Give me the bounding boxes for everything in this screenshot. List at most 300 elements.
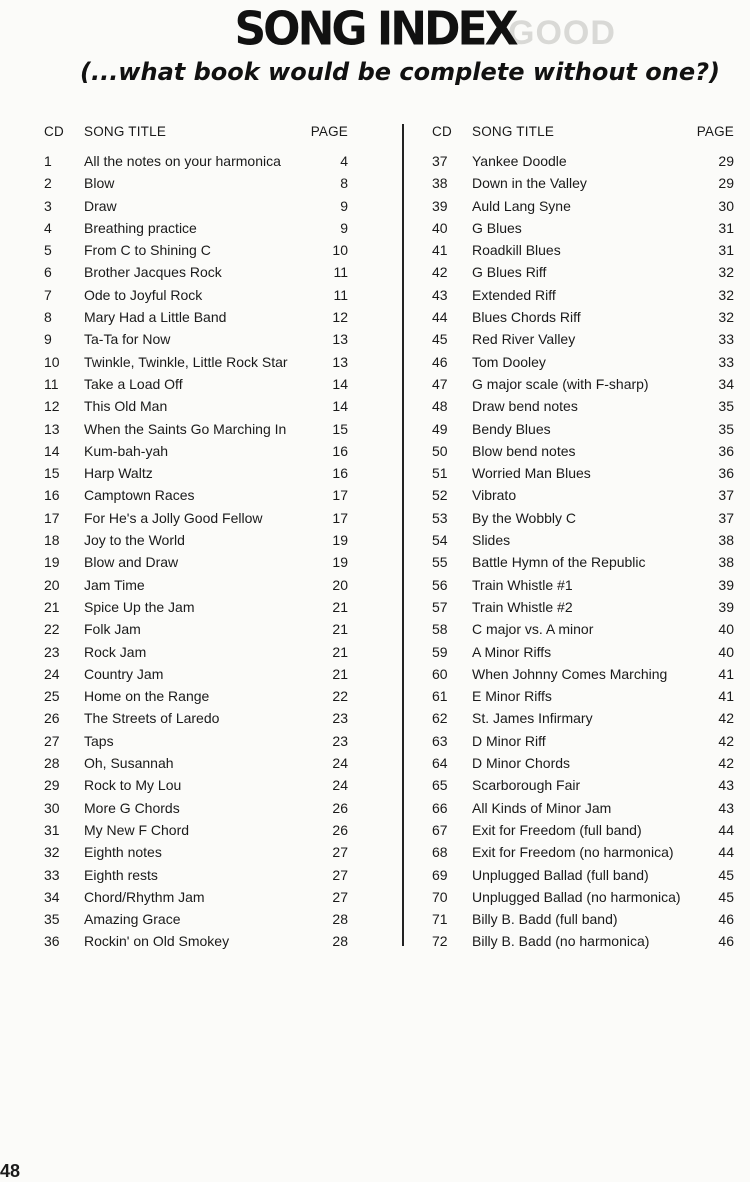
table-row <box>428 685 738 707</box>
cd-number: 72 <box>432 933 448 950</box>
page-reference: 32 <box>718 286 734 303</box>
song-title: Roadkill Blues <box>472 242 561 259</box>
song-title: Train Whistle #1 <box>472 576 573 593</box>
cd-number: 64 <box>432 755 448 772</box>
page-reference: 32 <box>718 309 734 326</box>
page-subtitle: (...what book would be complete without one?) <box>79 58 720 86</box>
cd-number: 57 <box>432 598 448 615</box>
cd-number: 6 <box>44 264 52 281</box>
song-title: Down in the Valley <box>472 175 587 192</box>
page-reference: 41 <box>718 688 734 705</box>
song-title: Rock to My Lou <box>84 777 182 794</box>
page-reference: 46 <box>718 911 734 928</box>
cd-number: 15 <box>44 465 60 482</box>
page-reference: 9 <box>340 219 348 236</box>
song-title: A Minor Riffs <box>472 643 552 660</box>
table-row <box>40 864 350 886</box>
song-title: Bendy Blues <box>472 420 551 437</box>
page-reference: 26 <box>332 821 348 838</box>
table-row <box>428 663 738 685</box>
table-row <box>40 440 350 462</box>
song-title: Train Whistle #2 <box>472 598 573 615</box>
table-row <box>428 284 738 306</box>
table-row <box>428 373 738 395</box>
song-title: G major scale (with F-sharp) <box>472 375 649 392</box>
song-title: E Minor Riffs <box>472 688 552 705</box>
song-title: Rock Jam <box>84 643 147 660</box>
table-row <box>40 707 350 729</box>
table-row <box>428 730 738 752</box>
song-title: Unplugged Ballad (full band) <box>472 866 649 883</box>
cd-number: 36 <box>44 933 60 950</box>
bleed-through-text: GOOD <box>508 14 616 52</box>
page-reference: 42 <box>718 710 734 727</box>
song-title: Joy to the World <box>84 532 185 549</box>
page-reference: 37 <box>718 509 734 526</box>
table-row <box>40 261 350 283</box>
song-title: Chord/Rhythm Jam <box>84 888 205 905</box>
song-title: Blow bend notes <box>472 442 576 459</box>
song-title: D Minor Chords <box>472 755 571 772</box>
page-reference: 16 <box>332 465 348 482</box>
table-row <box>40 574 350 596</box>
cd-number: 44 <box>432 309 448 326</box>
table-row <box>40 418 350 440</box>
page-reference: 40 <box>718 643 734 660</box>
page-reference: 19 <box>332 532 348 549</box>
cd-number: 11 <box>44 375 59 392</box>
song-title: Auld Lang Syne <box>472 197 571 214</box>
table-row <box>40 930 350 952</box>
page-reference: 42 <box>718 755 734 772</box>
cd-number: 1 <box>44 153 52 169</box>
page-reference: 24 <box>332 755 348 772</box>
song-title: Blow and Draw <box>84 554 179 571</box>
table-row <box>40 797 350 819</box>
page-reference: 40 <box>718 621 734 638</box>
cd-number: 5 <box>44 242 52 259</box>
song-title: Billy B. Badd (no harmonica) <box>472 933 650 950</box>
cd-number: 55 <box>432 554 448 571</box>
page-reference: 17 <box>332 509 348 526</box>
table-row <box>428 574 738 596</box>
page-reference: 15 <box>332 420 348 437</box>
cd-number: 62 <box>432 710 448 727</box>
table-row <box>428 841 738 863</box>
song-title: Blues Chords Riff <box>472 309 581 326</box>
page-reference: 13 <box>332 331 348 348</box>
page-reference: 35 <box>718 398 734 415</box>
table-row <box>428 239 738 261</box>
page-reference: 29 <box>718 153 734 169</box>
cd-number: 58 <box>432 621 448 638</box>
table-row <box>428 908 738 930</box>
table-row <box>428 707 738 729</box>
cd-number: 66 <box>432 799 448 816</box>
page-reference: 26 <box>332 799 348 816</box>
song-list <box>40 150 350 953</box>
song-title: G Blues <box>472 219 522 236</box>
song-title: Eighth notes <box>84 844 162 861</box>
table-row <box>428 507 738 529</box>
page-reference: 45 <box>718 866 734 883</box>
cd-number: 43 <box>432 286 448 303</box>
cd-number: 2 <box>44 175 52 192</box>
cd-number: 34 <box>44 888 60 905</box>
page-reference: 23 <box>332 732 348 749</box>
song-title: Amazing Grace <box>84 911 181 928</box>
table-row <box>428 440 738 462</box>
song-title: Exit for Freedom (full band) <box>472 821 642 838</box>
table-row <box>40 172 350 194</box>
song-title: All the notes on your harmonica <box>84 153 281 169</box>
cd-number: 40 <box>432 219 448 236</box>
song-title: Taps <box>84 732 114 749</box>
table-row <box>40 395 350 417</box>
cd-number: 71 <box>432 911 448 928</box>
table-row <box>40 150 350 172</box>
cd-number: 29 <box>44 777 60 794</box>
song-title: From C to Shining C <box>84 242 211 259</box>
page-reference: 23 <box>332 710 348 727</box>
table-row <box>428 797 738 819</box>
table-row <box>40 596 350 618</box>
cd-number: 20 <box>44 576 60 593</box>
table-row <box>428 529 738 551</box>
song-title: Rockin' on Old Smokey <box>84 933 230 950</box>
table-row <box>428 351 738 373</box>
song-title-column-header: SONG TITLE <box>84 124 167 139</box>
page-reference: 44 <box>718 844 734 861</box>
page-reference: 43 <box>718 777 734 794</box>
page-reference: 11 <box>333 264 348 281</box>
page-reference: 37 <box>718 487 734 504</box>
table-row <box>40 618 350 640</box>
table-header <box>40 120 350 144</box>
table-row <box>40 752 350 774</box>
cd-number: 31 <box>44 821 60 838</box>
song-title: Brother Jacques Rock <box>84 264 222 281</box>
song-title: When the Saints Go Marching In <box>84 420 287 437</box>
cd-number: 22 <box>44 621 60 638</box>
song-title: Country Jam <box>84 665 164 682</box>
song-title: Draw <box>84 197 117 214</box>
table-row <box>428 864 738 886</box>
song-title: This Old Man <box>84 398 168 415</box>
page-reference: 14 <box>332 375 348 392</box>
cd-number: 4 <box>44 219 52 236</box>
song-title: By the Wobbly C <box>472 509 577 526</box>
table-row <box>40 306 350 328</box>
song-title: All Kinds of Minor Jam <box>472 799 612 816</box>
page-reference: 33 <box>718 353 734 370</box>
table-row <box>40 373 350 395</box>
song-title: Spice Up the Jam <box>84 598 195 615</box>
page-column-header: PAGE <box>310 124 348 139</box>
page-reference: 13 <box>332 353 348 370</box>
table-row <box>428 150 738 172</box>
cd-number: 12 <box>44 398 60 415</box>
page-reference: 43 <box>718 799 734 816</box>
page-reference: 36 <box>718 442 734 459</box>
cd-number: 38 <box>432 175 448 192</box>
page-reference: 27 <box>332 888 348 905</box>
song-title: When Johnny Comes Marching <box>472 665 668 682</box>
page-reference: 33 <box>718 331 734 348</box>
page-reference: 39 <box>718 598 734 615</box>
cd-number: 67 <box>432 821 448 838</box>
table-row <box>40 195 350 217</box>
song-title: Vibrato <box>472 487 517 504</box>
page-reference: 45 <box>718 888 734 905</box>
cd-number: 25 <box>44 688 60 705</box>
cd-number: 47 <box>432 375 448 392</box>
song-title: Scarborough Fair <box>472 777 581 794</box>
cd-number: 14 <box>44 442 60 459</box>
table-row <box>40 663 350 685</box>
table-row <box>428 930 738 952</box>
cd-number: 33 <box>44 866 60 883</box>
song-title: Folk Jam <box>84 621 141 638</box>
song-title: Ode to Joyful Rock <box>84 286 203 303</box>
page-reference: 30 <box>718 197 734 214</box>
page-reference: 38 <box>718 554 734 571</box>
table-row <box>40 507 350 529</box>
table-row <box>40 284 350 306</box>
song-title: Red River Valley <box>472 331 576 348</box>
song-title: Draw bend notes <box>472 398 578 415</box>
page-reference: 21 <box>332 621 348 638</box>
song-title: Twinkle, Twinkle, Little Rock Star <box>84 353 288 370</box>
cd-number: 3 <box>44 197 52 214</box>
table-row <box>428 418 738 440</box>
page-reference: 10 <box>332 242 348 259</box>
cd-number: 46 <box>432 353 448 370</box>
cd-number: 63 <box>432 732 448 749</box>
cd-number: 50 <box>432 442 448 459</box>
song-title: Oh, Susannah <box>84 755 174 772</box>
table-row <box>428 217 738 239</box>
cd-number: 42 <box>432 264 448 281</box>
page-reference: 19 <box>332 554 348 571</box>
page-reference: 39 <box>718 576 734 593</box>
song-title: D Minor Riff <box>472 732 546 749</box>
page-reference: 14 <box>332 398 348 415</box>
page-reference: 22 <box>332 688 348 705</box>
cd-number: 45 <box>432 331 448 348</box>
cd-number: 37 <box>432 153 448 169</box>
cd-number: 10 <box>44 353 60 370</box>
page-reference: 21 <box>332 598 348 615</box>
table-row <box>40 328 350 350</box>
cd-number: 16 <box>44 487 60 504</box>
page-reference: 38 <box>718 532 734 549</box>
cd-number: 53 <box>432 509 448 526</box>
page-reference: 46 <box>718 933 734 950</box>
page-reference: 17 <box>332 487 348 504</box>
cd-number: 35 <box>44 911 60 928</box>
cd-number: 21 <box>44 598 60 615</box>
table-row <box>428 172 738 194</box>
table-row <box>428 618 738 640</box>
song-title: My New F Chord <box>84 821 190 838</box>
song-title: G Blues Riff <box>472 264 547 281</box>
song-title: Blow <box>84 175 115 192</box>
cd-number: 68 <box>432 844 448 861</box>
song-title: Tom Dooley <box>472 353 546 370</box>
page-reference: 21 <box>332 643 348 660</box>
page-reference: 32 <box>718 264 734 281</box>
table-row <box>428 551 738 573</box>
song-title: Harp Waltz <box>84 465 153 482</box>
page-reference: 27 <box>332 844 348 861</box>
song-title: More G Chords <box>84 799 180 816</box>
cd-column-header: CD <box>432 124 452 139</box>
table-row <box>428 752 738 774</box>
table-row <box>40 217 350 239</box>
page-title: SONG INDEX <box>234 2 516 57</box>
cd-number: 70 <box>432 888 448 905</box>
cd-number: 28 <box>44 755 60 772</box>
page-number: 48 <box>0 1161 21 1181</box>
table-row <box>428 484 738 506</box>
song-title: Exit for Freedom (no harmonica) <box>472 844 674 861</box>
song-title: Kum-bah-yah <box>84 442 169 459</box>
page-reference: 11 <box>333 286 348 303</box>
table-row <box>428 261 738 283</box>
table-row <box>428 641 738 663</box>
table-row <box>428 774 738 796</box>
song-title: For He's a Jolly Good Fellow <box>84 509 263 526</box>
cd-number: 69 <box>432 866 448 883</box>
table-row <box>40 908 350 930</box>
page-reference: 20 <box>332 576 348 593</box>
cd-number: 51 <box>432 465 448 482</box>
page-reference: 42 <box>718 732 734 749</box>
page-reference: 16 <box>332 442 348 459</box>
cd-number: 13 <box>44 420 60 437</box>
page-reference: 44 <box>718 821 734 838</box>
column-divider <box>402 124 404 946</box>
table-row <box>40 641 350 663</box>
table-row <box>40 685 350 707</box>
table-row <box>428 886 738 908</box>
page-reference: 8 <box>340 175 348 192</box>
cd-number: 17 <box>44 509 60 526</box>
page-column-header: PAGE <box>696 124 734 139</box>
song-title: Unplugged Ballad (no harmonica) <box>472 888 681 905</box>
song-title: Take a Load Off <box>84 375 183 392</box>
page-reference: 31 <box>718 242 734 259</box>
song-index-right-column <box>428 120 738 953</box>
page-reference: 4 <box>340 153 348 169</box>
table-row <box>40 819 350 841</box>
table-row <box>40 551 350 573</box>
cd-number: 32 <box>44 844 60 861</box>
cd-number: 48 <box>432 398 448 415</box>
cd-number: 26 <box>44 710 60 727</box>
table-row <box>428 306 738 328</box>
song-list <box>428 150 738 953</box>
song-title: St. James Infirmary <box>472 710 593 727</box>
cd-number: 54 <box>432 532 448 549</box>
cd-number: 9 <box>44 331 52 348</box>
table-row <box>428 596 738 618</box>
table-row <box>40 239 350 261</box>
page-reference: 9 <box>340 197 348 214</box>
table-row <box>428 395 738 417</box>
song-title: Worried Man Blues <box>472 465 591 482</box>
table-row <box>40 462 350 484</box>
cd-number: 7 <box>44 286 52 303</box>
table-row <box>40 886 350 908</box>
cd-number: 41 <box>432 242 448 259</box>
table-row <box>428 819 738 841</box>
page-reference: 35 <box>718 420 734 437</box>
page-reference: 31 <box>718 219 734 236</box>
song-title: Home on the Range <box>84 688 210 705</box>
song-title: Jam Time <box>84 576 145 593</box>
page-reference: 12 <box>332 309 348 326</box>
page-reference: 29 <box>718 175 734 192</box>
cd-number: 27 <box>44 732 60 749</box>
table-row <box>428 328 738 350</box>
song-title: Camptown Races <box>84 487 195 504</box>
cd-number: 8 <box>44 309 52 326</box>
table-row <box>40 351 350 373</box>
table-row <box>428 195 738 217</box>
table-row <box>40 484 350 506</box>
cd-column-header: CD <box>44 124 64 139</box>
song-title: Eighth rests <box>84 866 158 883</box>
cd-number: 24 <box>44 665 60 682</box>
song-title: Mary Had a Little Band <box>84 309 227 326</box>
song-title: Yankee Doodle <box>472 153 567 169</box>
cd-number: 30 <box>44 799 60 816</box>
page-reference: 34 <box>718 375 734 392</box>
table-header <box>428 120 738 144</box>
cd-number: 65 <box>432 777 448 794</box>
table-row <box>40 730 350 752</box>
cd-number: 18 <box>44 532 60 549</box>
song-title: Battle Hymn of the Republic <box>472 554 646 571</box>
song-title: Breathing practice <box>84 219 197 236</box>
page-reference: 28 <box>332 933 348 950</box>
song-title: Billy B. Badd (full band) <box>472 911 618 928</box>
song-title: Ta-Ta for Now <box>84 331 171 348</box>
table-row <box>40 841 350 863</box>
page-reference: 28 <box>332 911 348 928</box>
cd-number: 52 <box>432 487 448 504</box>
page-reference: 24 <box>332 777 348 794</box>
song-title: C major vs. A minor <box>472 621 594 638</box>
cd-number: 23 <box>44 643 60 660</box>
page-reference: 41 <box>718 665 734 682</box>
table-row <box>428 462 738 484</box>
page-reference: 36 <box>718 465 734 482</box>
cd-number: 49 <box>432 420 448 437</box>
cd-number: 39 <box>432 197 448 214</box>
cd-number: 19 <box>44 554 60 571</box>
table-row <box>40 774 350 796</box>
song-title: Extended Riff <box>472 286 556 303</box>
cd-number: 56 <box>432 576 448 593</box>
song-title-column-header: SONG TITLE <box>472 124 555 139</box>
cd-number: 61 <box>432 688 448 705</box>
page-reference: 27 <box>332 866 348 883</box>
cd-number: 59 <box>432 643 448 660</box>
table-row <box>40 529 350 551</box>
